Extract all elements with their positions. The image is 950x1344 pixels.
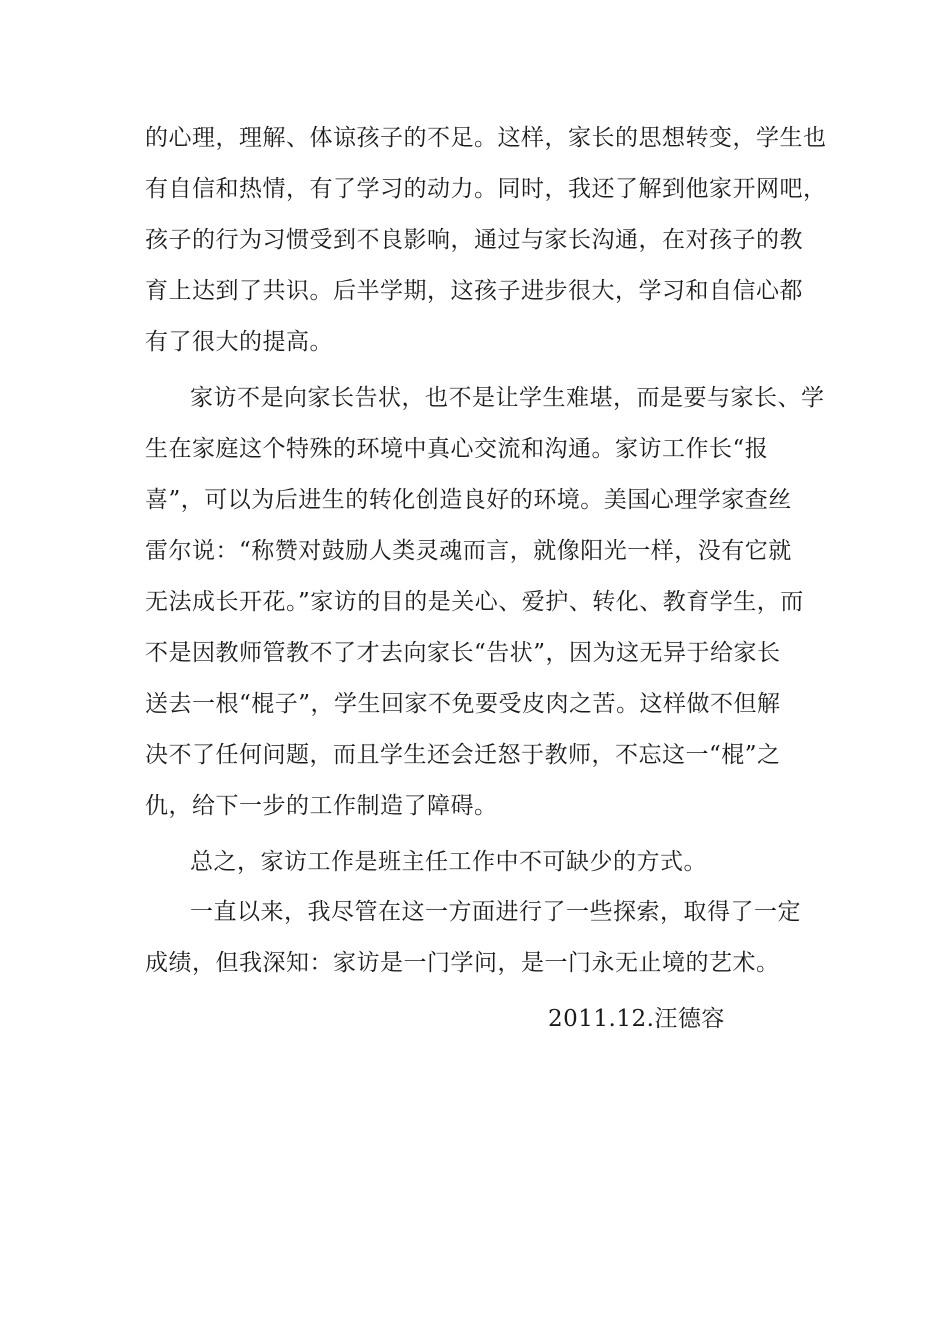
paragraph-2-line-7: 送去一根“棍子”，学生回家不免要受皮肉之苦。这样做不但解 bbox=[145, 691, 781, 717]
paragraph-2-line-8: 决不了任何问题，而且学生还会迁怒于教师，不忘这一“棍”之 bbox=[145, 742, 781, 768]
paragraph-1-line-4: 育上达到了共识。后半学期，这孩子进步很大，学习和自信心都 bbox=[145, 278, 803, 304]
paragraph-2-line-4: 雷尔说：“称赞对鼓励人类灵魂而言，就像阳光一样，没有它就 bbox=[145, 538, 792, 564]
paragraph-2-line-6: 不是因教师管教不了才去向家长“告状”，因为这无异于给家长 bbox=[145, 640, 781, 666]
paragraph-2-line-3: 喜”，可以为后进生的转化创造良好的环境。美国心理学家查丝 bbox=[145, 487, 792, 513]
paragraph-1-line-5: 有了很大的提高。 bbox=[145, 329, 333, 355]
signature-date: 2011.12.汪德容 bbox=[548, 1006, 725, 1032]
paragraph-3-line-1: 总之，家访工作是班主任工作中不可缺少的方式。 bbox=[190, 849, 707, 875]
paragraph-2-line-5: 无法成长开花。”家访的目的是关心、爱护、转化、教育学生，而 bbox=[145, 589, 804, 615]
paragraph-1-line-1: 的心理，理解、体谅孩子的不足。这样，家长的思想转变，学生也 bbox=[145, 125, 827, 151]
paragraph-2-line-9: 仇，给下一步的工作制造了障碍。 bbox=[145, 793, 498, 819]
paragraph-2-line-2: 生在家庭这个特殊的环境中真心交流和沟通。家访工作长“报 bbox=[145, 436, 769, 462]
paragraph-2-line-1: 家访不是向家长告状，也不是让学生难堪，而是要与家长、学 bbox=[190, 385, 825, 411]
paragraph-4-line-1: 一直以来，我尽管在这一方面进行了一些探索，取得了一定 bbox=[190, 899, 801, 925]
paragraph-1-line-3: 孩子的行为习惯受到不良影响，通过与家长沟通，在对孩子的教 bbox=[145, 227, 803, 253]
paragraph-4-line-2: 成绩，但我深知：家访是一门学问，是一门永无止境的艺术。 bbox=[145, 950, 780, 976]
paragraph-1-line-2: 有自信和热情，有了学习的动力。同时，我还了解到他家开网吧， bbox=[145, 176, 827, 202]
